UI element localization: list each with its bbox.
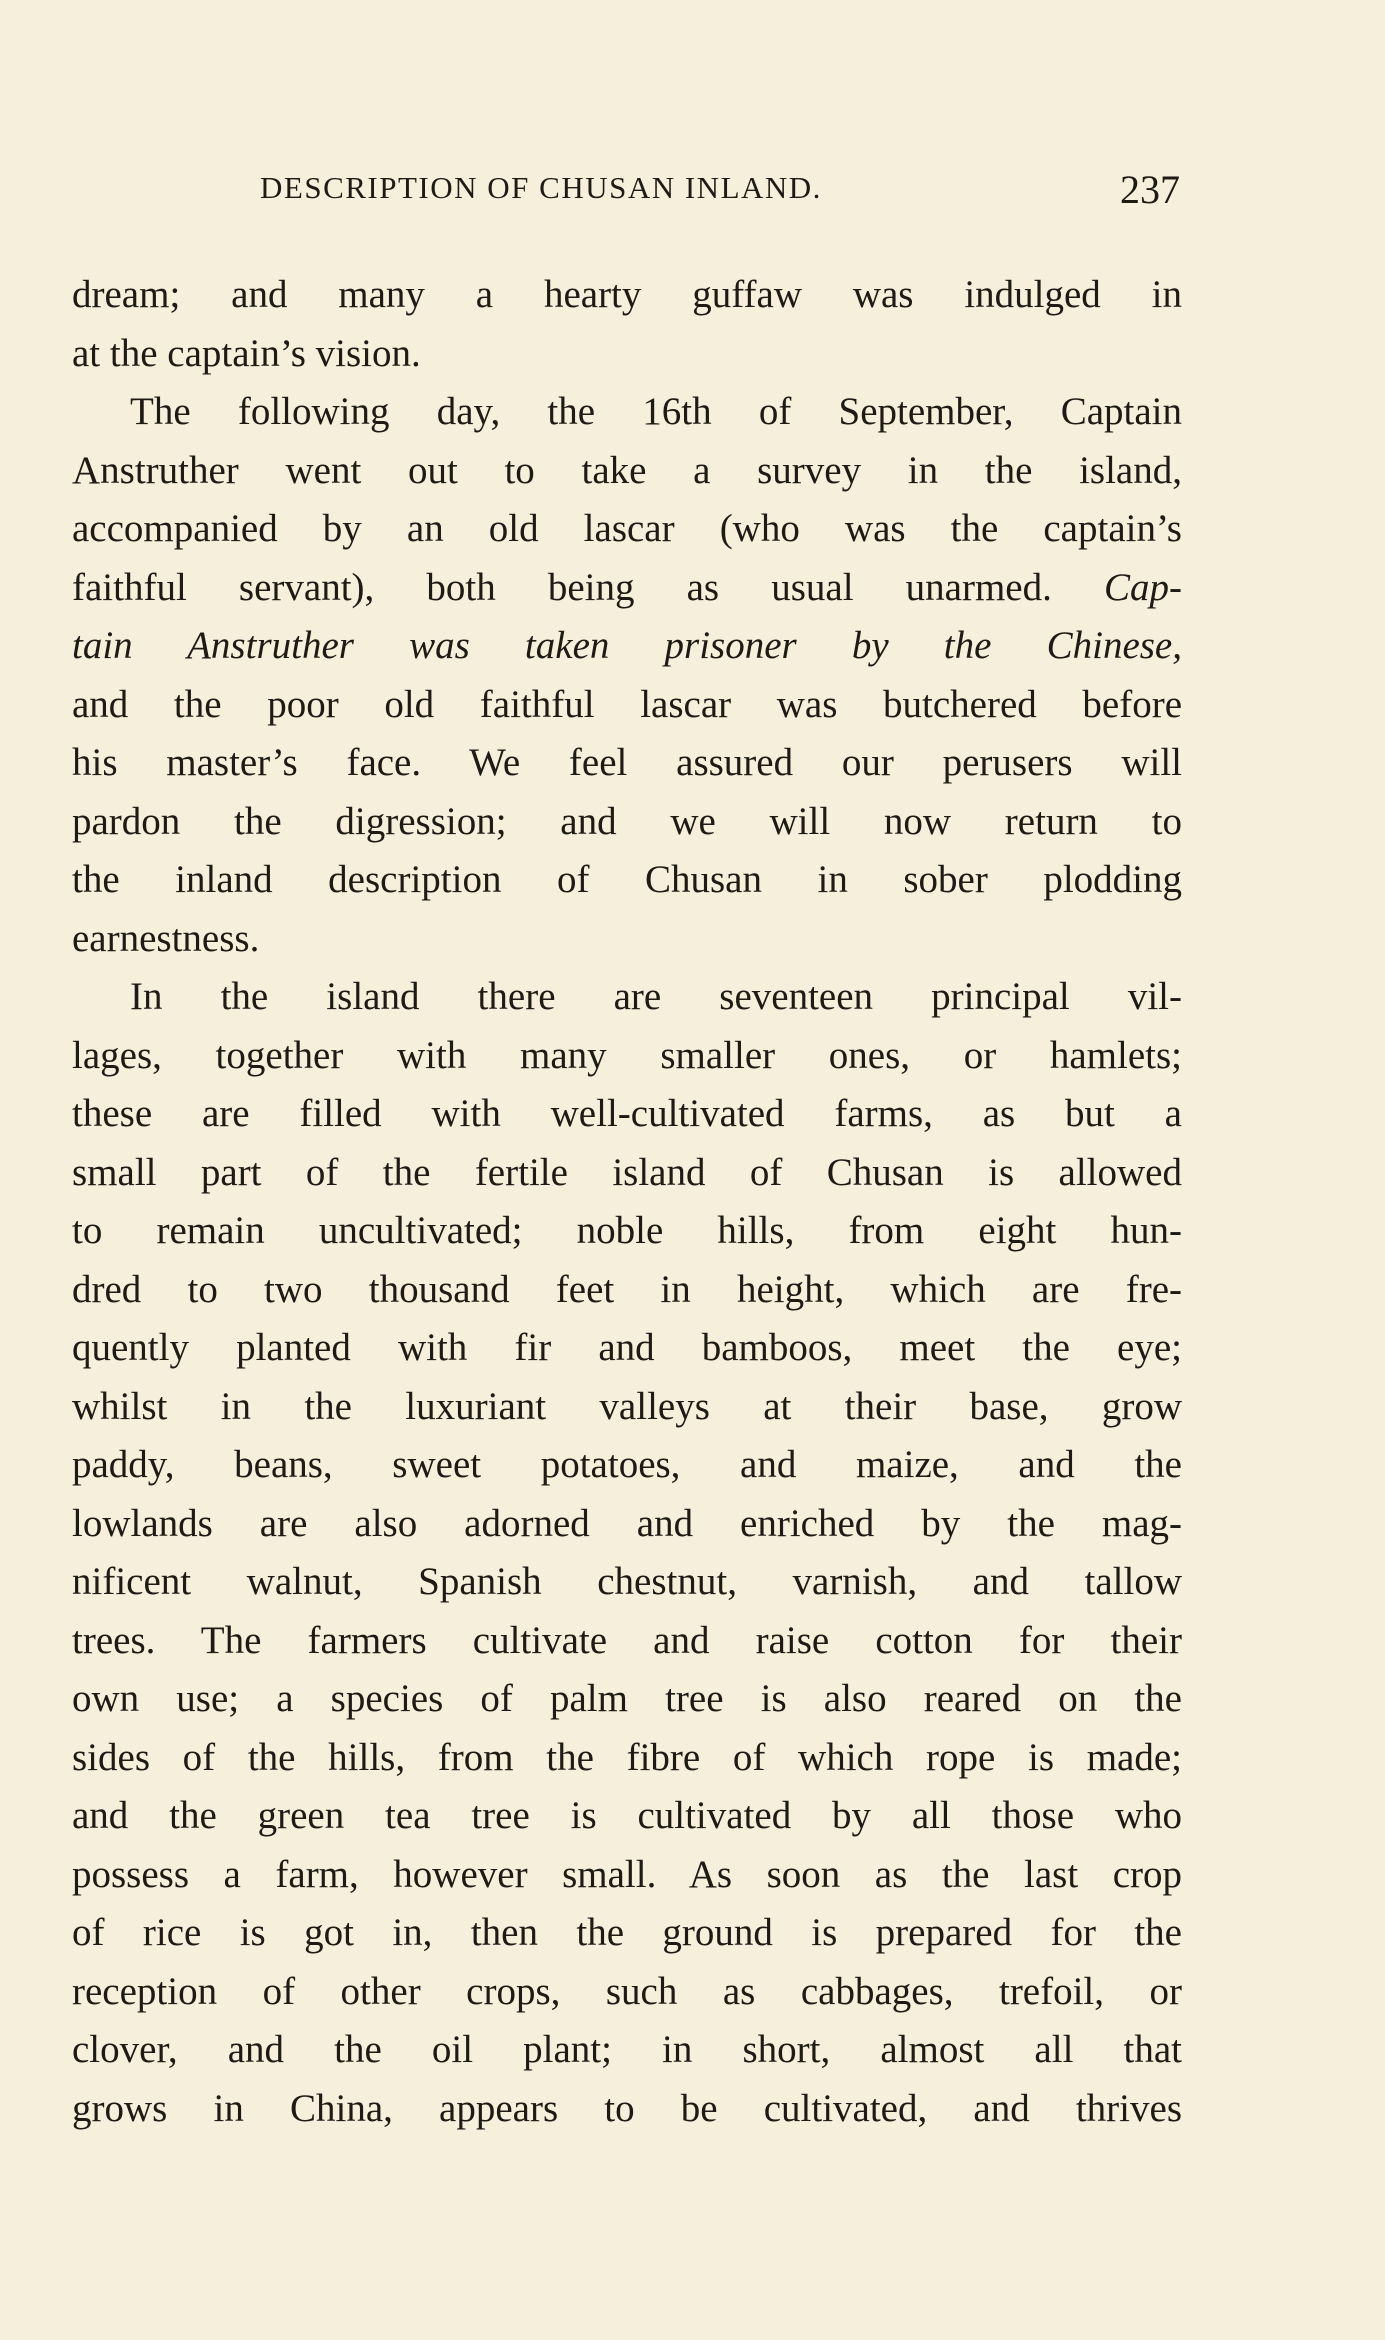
text-line: sides of the hills, from the fibre of which rope is made; [72, 1735, 1182, 1779]
running-head: DESCRIPTION OF CHUSAN INLAND. [260, 170, 822, 205]
text-line: reception of other crops, such as cabbages, trefoil, or [72, 1969, 1182, 2013]
text-line: grows in China, appears to be cultivated, and thrives [72, 2086, 1182, 2130]
text-line: possess a farm, however small. As soon as the last crop [72, 1852, 1182, 1896]
page-number: 237 [1120, 167, 1180, 212]
text-line: to remain uncultivated; noble hills, from eight hun- [72, 1209, 1182, 1252]
text-line: dream; and many a hearty guffaw was indulged in [72, 273, 1182, 316]
text-line: the inland description of Chusan in sober plodding [72, 858, 1182, 901]
text-line: small part of the fertile island of Chusan is allowed [72, 1150, 1182, 1194]
text-line: and the poor old faithful lascar was butchered before [72, 682, 1182, 726]
text-line: accompanied by an old lascar (who was the captain’s [72, 507, 1182, 550]
text-line: quently planted with fir and bamboos, meet the eye; [72, 1326, 1182, 1369]
text-line: trees. The farmers cultivate and raise cotton for their [72, 1618, 1182, 1662]
text-line: dred to two thousand feet in height, which are fre- [72, 1267, 1182, 1311]
text-line: earnestness. [72, 916, 260, 960]
text-line: lowlands are also adorned and enriched by the mag- [72, 1501, 1182, 1545]
text-line: of rice is got in, then the ground is prepared for the [72, 1911, 1182, 1954]
text-line: clover, and the oil plant; in short, almost all that [72, 2028, 1182, 2071]
text-line: and the green tea tree is cultivated by all those who [72, 1794, 1182, 1837]
text-line: pardon the digression; and we will now return to [72, 799, 1182, 843]
text-line [72, 559, 1182, 618]
text-line: lages, together with many smaller ones, or hamlets; [72, 1033, 1182, 1077]
text-line: paddy, beans, sweet potatoes, and maize, and the [72, 1443, 1182, 1486]
text-line: whilst in the luxuriant valleys at their base, grow [72, 1384, 1182, 1428]
italic-text: Cap- [1104, 565, 1182, 609]
text-line-part: faithful servant), both being as usual unarmed. [72, 565, 1052, 609]
text-line: Anstruther went out to take a survey in the island, [72, 448, 1182, 492]
text-line: The following day, the 16th of September, Captain [130, 390, 1182, 433]
italic-text-line: tain Anstruther was taken prisoner by the Chinese, [72, 624, 1182, 667]
text-line: own use; a species of palm tree is also reared on the [72, 1677, 1182, 1720]
body-text [72, 266, 1182, 2138]
text-line: In the island there are seventeen principal vil- [130, 975, 1182, 1018]
text-line: these are filled with well-cultivated farms, as but a [72, 1092, 1182, 1135]
text-line: his master’s face. We feel assured our perusers will [72, 741, 1182, 784]
text-line: nificent walnut, Spanish chestnut, varnish, and tallow [72, 1560, 1182, 1603]
page-header [260, 167, 1180, 220]
text-line: at the captain’s vision. [72, 331, 421, 375]
